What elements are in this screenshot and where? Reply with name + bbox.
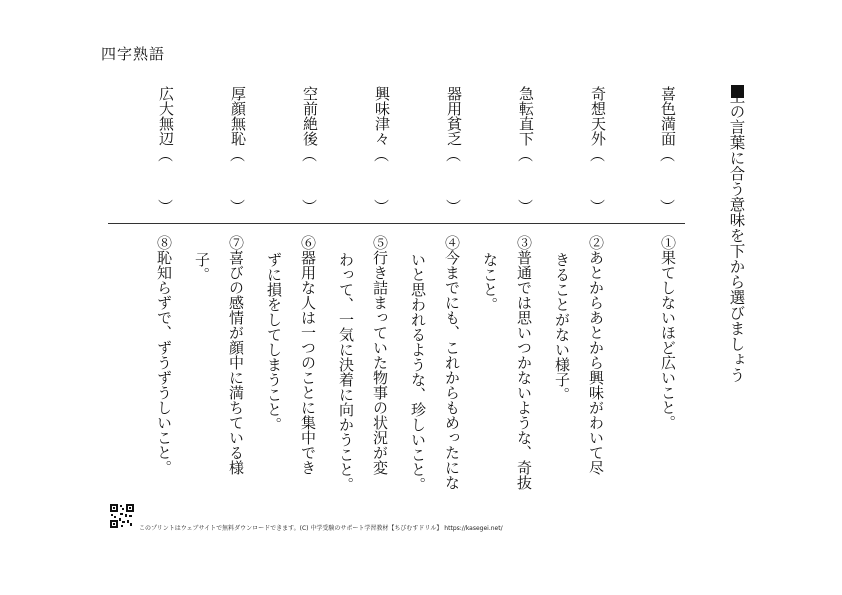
answer-paren-open: ︵ [590,146,606,164]
divider-line [108,223,685,224]
answer-paren-close: ︶ [302,198,318,216]
qr-code-icon [110,504,134,528]
definition-3-line-1: ③普通では思いつかないような、奇抜 [515,235,533,490]
page-title: 四字熟語 [101,45,166,63]
answer-paren-open: ︵ [302,146,318,164]
definition-6-line-2: ずに損をしてしまうこと。 [265,252,283,432]
definition-6-line-1: ⑥器用な人は一つのことに集中でき [299,235,317,475]
definition-2-line-2: きることがない様子。 [553,252,571,402]
definition-4-line-1: ④今までにも、これからもめったにな [443,235,461,490]
answer-paren-open: ︵ [158,146,174,164]
definition-3-line-2: なこと。 [481,252,499,312]
word-3: 急転直下 [517,86,535,146]
definition-4-line-2: いと思われるような、珍しいこと。 [409,252,427,492]
answer-paren-open: ︵ [446,146,462,164]
answer-paren-close: ︶ [446,198,462,216]
definition-7-line-1: ⑦喜びの感情が顔中に満ちている様 [227,235,245,475]
answer-paren-open: ︵ [660,146,676,164]
answer-paren-close: ︶ [374,198,390,216]
answer-paren-close: ︶ [158,198,174,216]
answer-paren-open: ︵ [374,146,390,164]
footer-copyright: このプリントはウェブサイトで無料ダウンロードできます。(C) 中学受験のサポート学習教材【ちびむすドリル】 https://kasegei.net/ [139,525,503,532]
answer-paren-close: ︶ [590,198,606,216]
definition-5-line-2: わって、一気に決着に向かうこと。 [337,252,355,492]
answer-paren-close: ︶ [518,198,534,216]
word-8: 広大無辺 [157,86,175,146]
word-1: 喜色満面 [659,86,677,146]
answer-paren-close: ︶ [230,198,246,216]
word-4: 器用貧乏 [445,86,463,146]
definition-5-line-1: ⑤行き詰まっていた物事の状況が変 [371,235,389,475]
answer-paren-open: ︵ [230,146,246,164]
definition-1-line-1: ①果てしないほど広いこと。 [659,235,677,430]
answer-paren-close: ︶ [660,198,676,216]
definition-8-line-1: ⑧恥知らずで、ずうずうしいこと。 [155,235,173,475]
word-7: 厚顔無恥 [229,86,247,146]
answer-paren-open: ︵ [518,146,534,164]
word-2: 奇想天外 [589,86,607,146]
instruction-text: 上の言葉に合う意味を下から選びましょう [727,88,746,383]
word-5: 興味津々 [373,86,391,146]
definition-7-line-2: 子。 [193,252,211,282]
definition-2-line-1: ②あとからあとから興味がわいて尽 [587,235,605,475]
word-6: 空前絶後 [301,86,319,146]
